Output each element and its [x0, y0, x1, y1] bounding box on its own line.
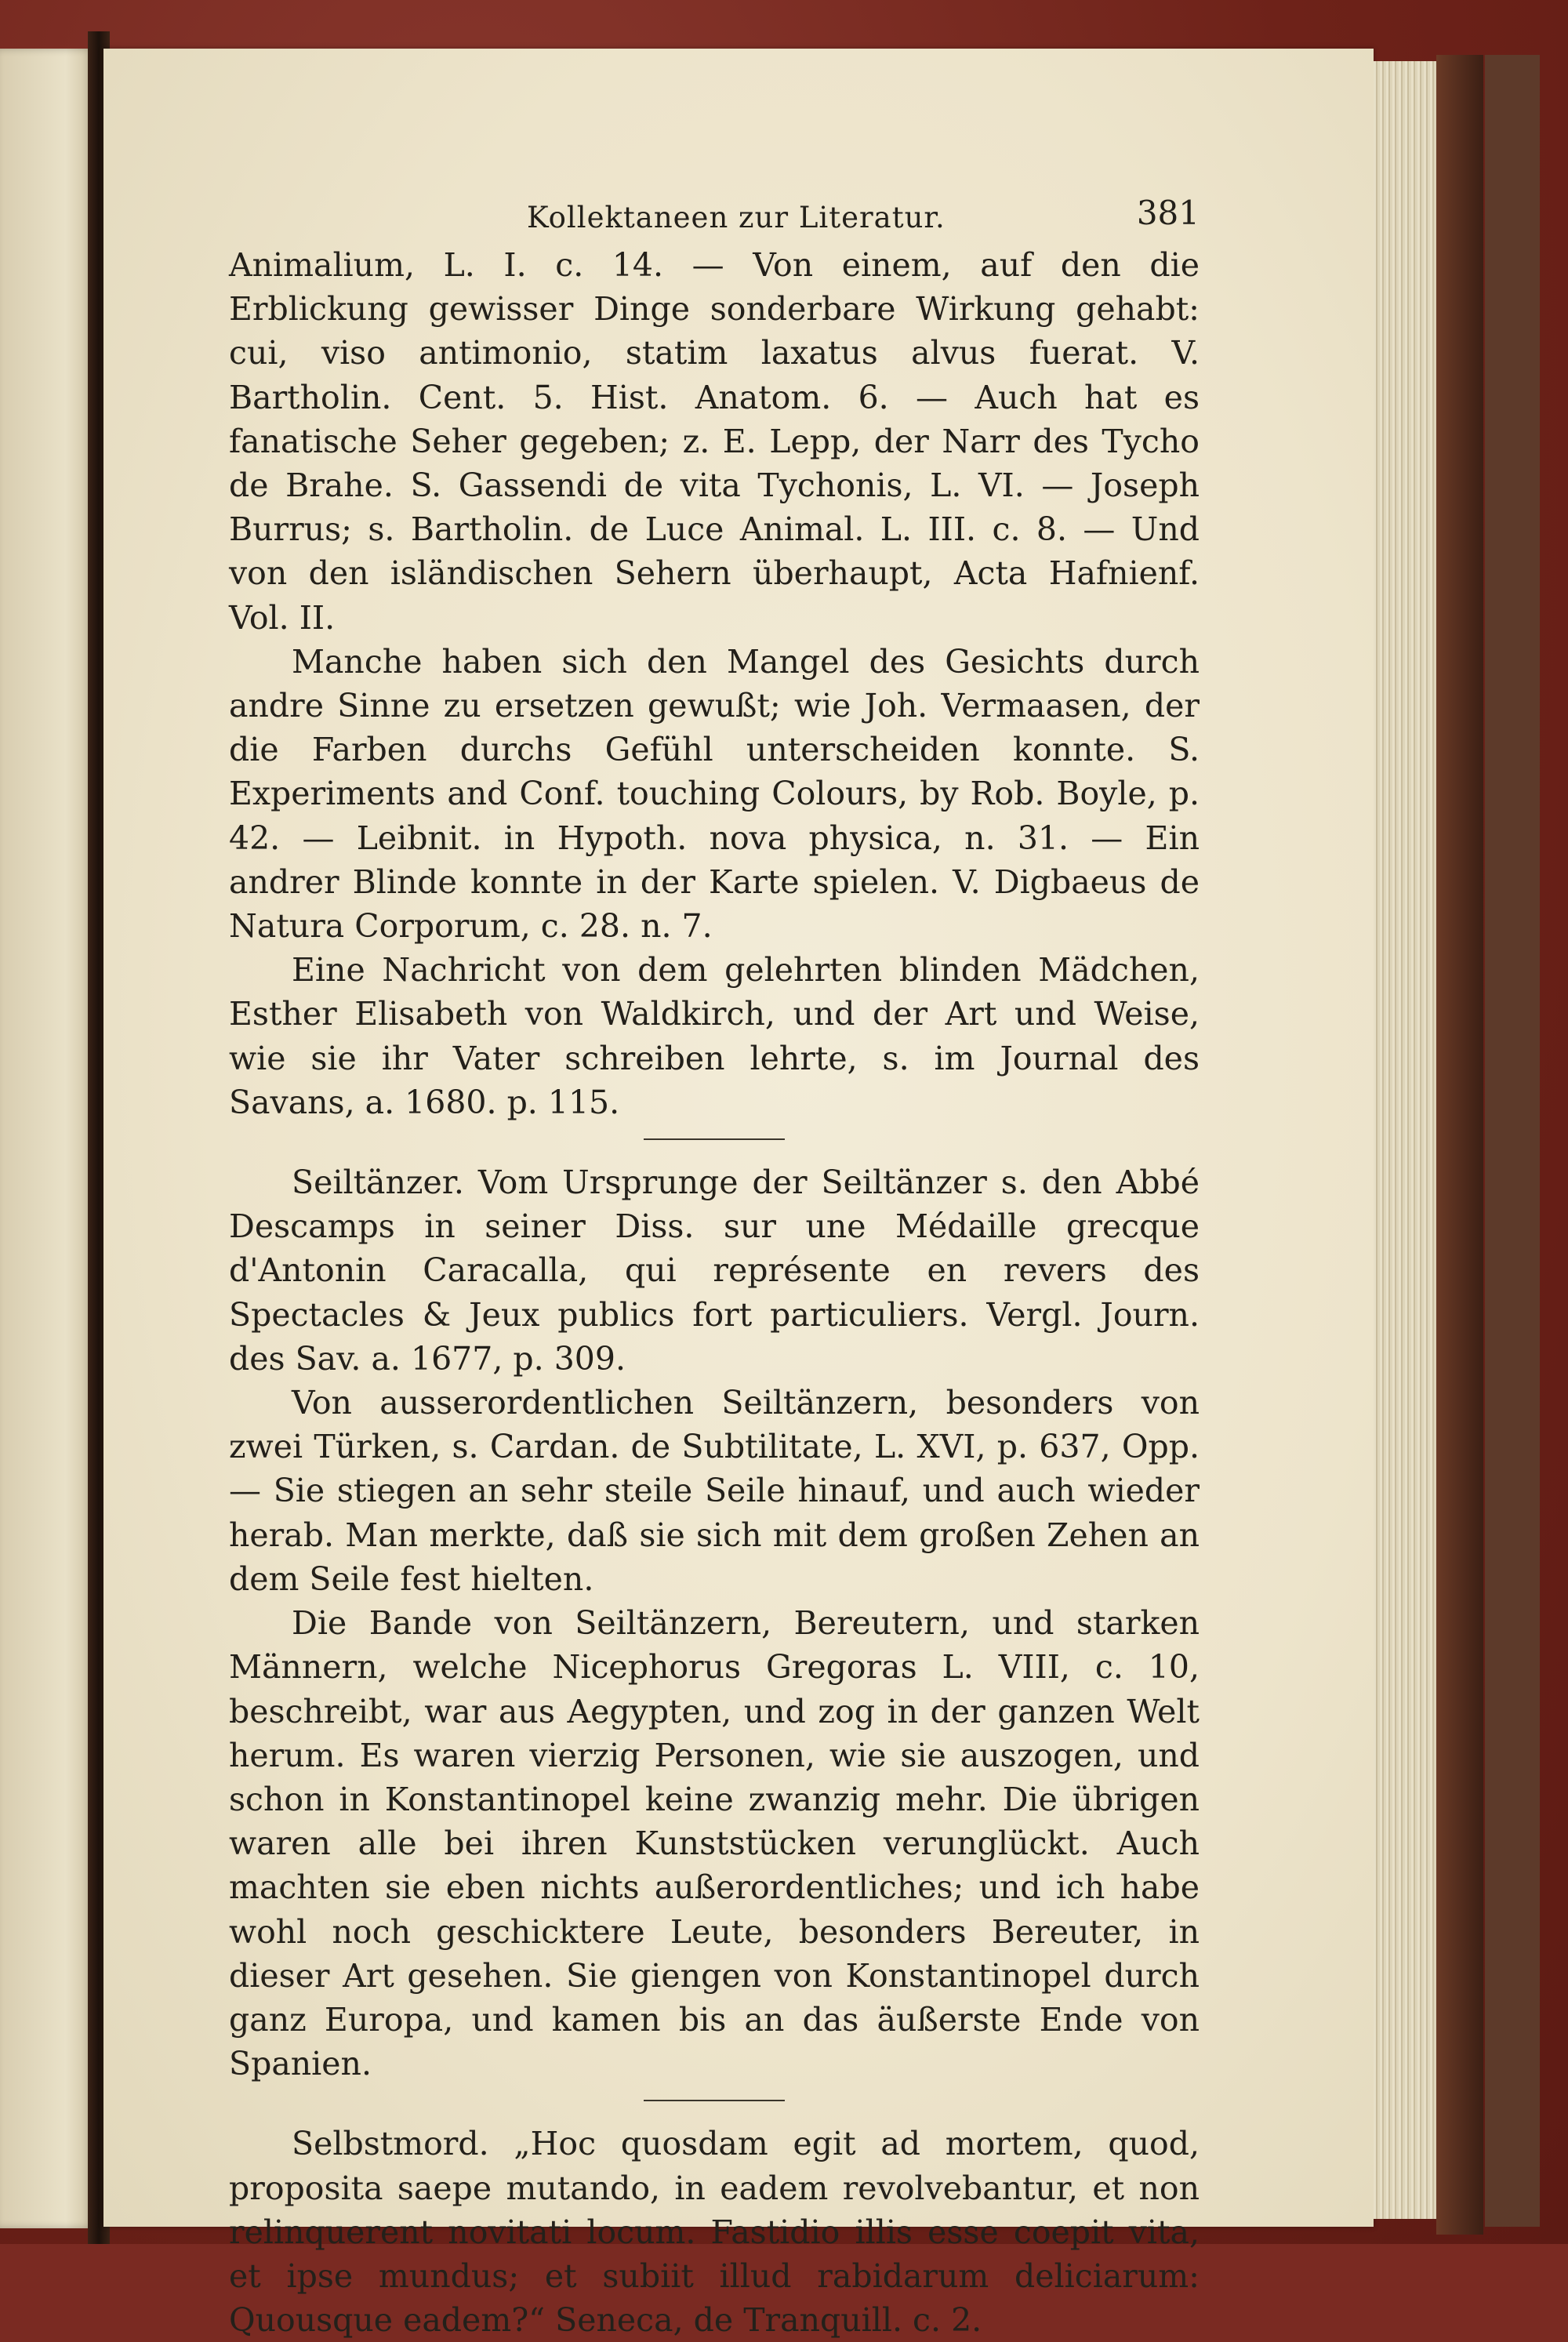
page-stack-edges: [1374, 61, 1439, 2219]
book-spine: [1436, 55, 1483, 2235]
section-divider: [644, 2100, 785, 2101]
paragraph: Von ausserordentlichen Seiltänzern, besonders von zwei Türken, s. Cardan. de Subtilitate, L. XVI, p. 637, Opp. — Sie stiegen an sehr steile Seile hinauf, und auch wieder herab. Man merkte, daß sie sich mit dem großen Zehen an dem Seile fest hielten.: [229, 1384, 1200, 1598]
left-page-edge: [0, 49, 94, 2228]
paragraph: Die Bande von Seiltänzern, Bereutern, und starken Männern, welche Nicephorus Gregoras L. VIII, c. 10, beschreibt, war aus Aegypten, und zog in der ganzen Welt herum. Es waren vierzig Personen, wie sie auszogen, und schon in Konstantinopel keine zwanzig mehr. Die übrigen waren alle bei ihren Kunststücken verunglückt. Auch machten sie eben nichts außerordentliches; und ich habe wohl noch geschicktere Leute, besonders Bereuter, in dieser Art gesehen. Sie giengen von Konstantinopel durch ganz Europa, und kamen bis an das äußerste Ende von Spanien.: [229, 1604, 1200, 2083]
page-number: 381: [1136, 194, 1200, 232]
section-divider: [644, 1138, 785, 1140]
page-header: [229, 188, 1200, 243]
paragraph: Selbstmord. „Hoc quosdam egit ad mortem, quod, proposita saepe mutando, in eadem revolvebantur, et non relinquerent novitati locum. Fastidio illis esse coepit vita, et ipse mundus; et subiit illud rabidarum deliciarum: Quousque eadem?“ Seneca, de Tranquill. c. 2.: [229, 2125, 1200, 2340]
running-title: Kollektaneen zur Literatur.: [527, 201, 946, 234]
paragraph: Animalium, L. I. c. 14. — Von einem, auf den die Erblickung gewisser Dinge sonderbare Wirkung gehabt: cui, viso antimonio, statim laxatus alvus fuerat. V. Bartholin. Cent. 5. Hist. Anatom. 6. — Auch hat es fanatische Seher gegeben; z. E. Lepp, der Narr des Tycho de Brahe. S. Gassendi de vita Tychonis, L. VI. — Joseph Burrus; s. Bartholin. de Luce Animal. L. III. c. 8. — Und von den isländischen Sehern überhaupt, Acta Hafnienf. Vol. II.: [229, 246, 1200, 637]
paragraph: Manche haben sich den Mangel des Gesichts durch andre Sinne zu ersetzen gewußt; wie Joh. Vermaasen, der die Farben durchs Gefühl unterscheiden konnte. S. Experiments and Conf. touching Colours, by Rob. Boyle, p. 42. — Leibnit. in Hypoth. nova physica, n. 31. — Ein andrer Blinde konnte in der Karte spielen. V. Digbaeus de Natura Corporum, c. 28. n. 7.: [229, 642, 1200, 946]
binding-edge: [1485, 55, 1540, 2227]
paragraph: Eine Nachricht von dem gelehrten blinden Mädchen, Esther Elisabeth von Waldkirch, und der Art und Weise, wie sie ihr Vater schreiben lehrte, s. im Journal des Savans, a. 1680. p. 115.: [229, 951, 1200, 1121]
page-text: [229, 188, 1200, 2342]
paragraph: Seiltänzer. Vom Ursprunge der Seiltänzer s. den Abbé Descamps in seiner Diss. sur une Médaille grecque d'Antonin Caracalla, qui représente en revers des Spectacles & Jeux publics fort particuliers. Vergl. Journ. des Sav. a. 1677, p. 309.: [229, 1164, 1200, 1378]
